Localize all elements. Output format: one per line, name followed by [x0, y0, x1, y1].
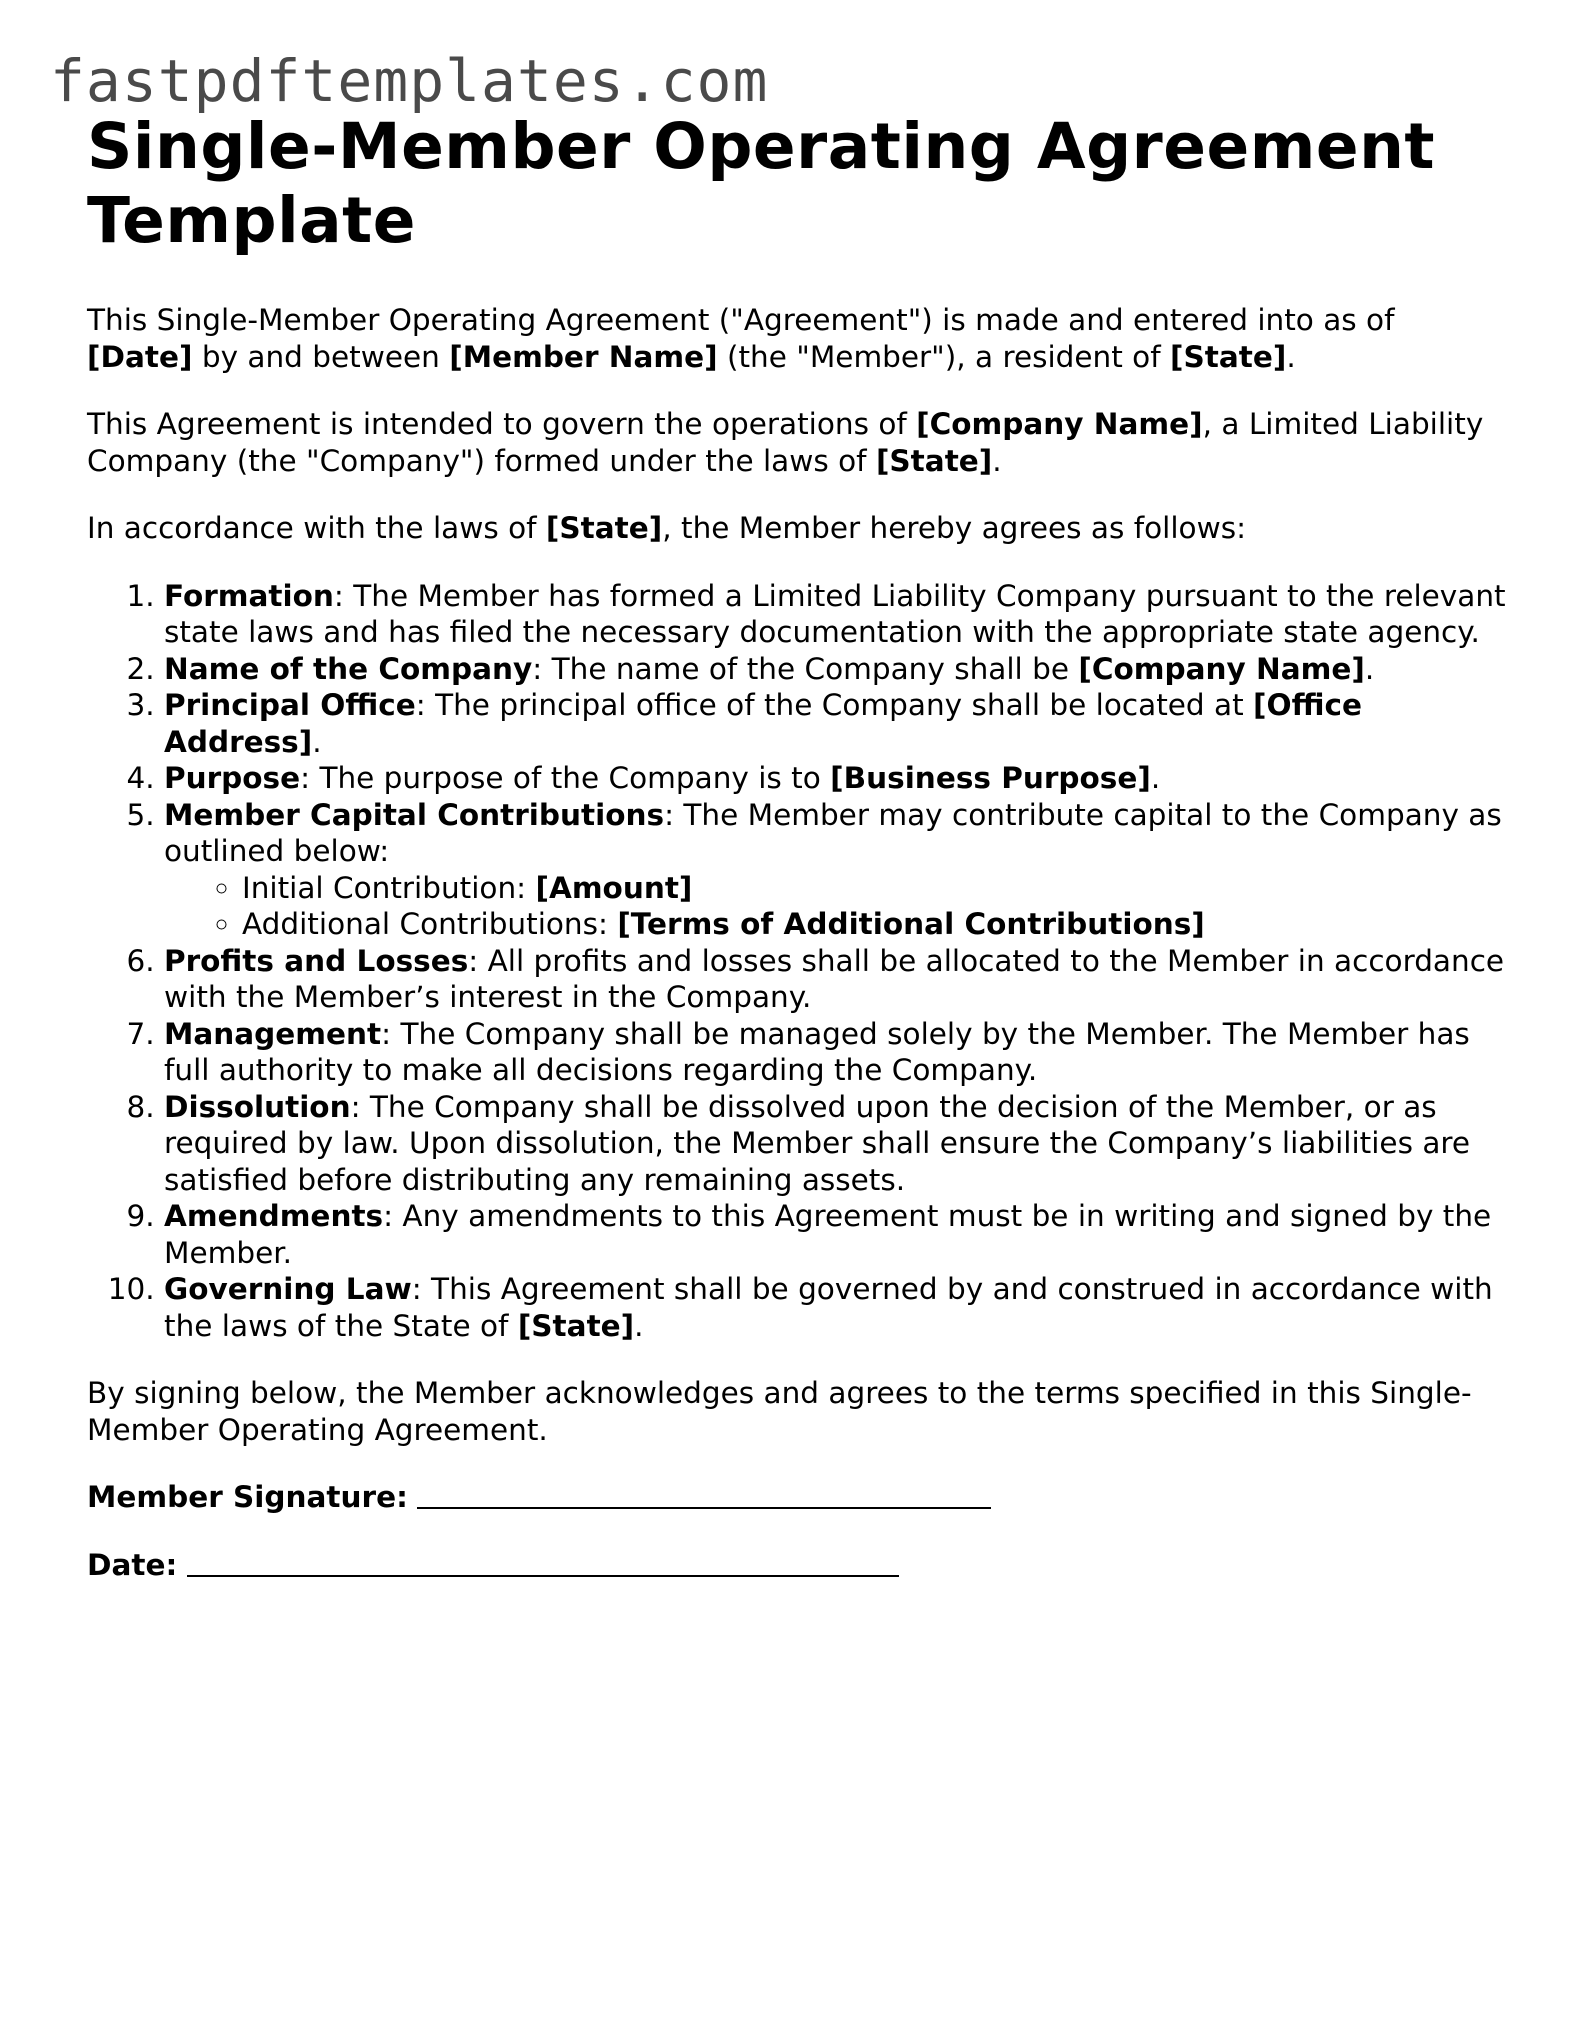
clause-dissolution [164, 1089, 1507, 1199]
clause-governing-law [164, 1271, 1507, 1344]
intro-paragraph-parties [87, 302, 1507, 375]
text: . [1286, 339, 1296, 374]
text: . [1150, 761, 1161, 795]
clause-title: Governing Law [164, 1272, 412, 1306]
intro-paragraph-company [87, 406, 1507, 479]
clause-title: Principal Office [164, 688, 416, 722]
clause-title: Purpose [164, 761, 301, 795]
member-signature-row [87, 1479, 1507, 1516]
list-item [242, 870, 1507, 907]
clause-amendments [164, 1198, 1507, 1271]
text: This Single-Member Operating Agreement ("Agreement") is made and entered into as of [87, 303, 1395, 337]
clause-text: : Any amendments to this Agreement must be in writing and signed by the Member. [164, 1199, 1492, 1270]
state-field: [State] [1170, 339, 1287, 374]
page-title [87, 110, 1507, 258]
clause-management [164, 1016, 1507, 1089]
state-field: [State] [517, 1308, 635, 1343]
clause-company-name [164, 651, 1507, 688]
text: , a Limited Liability Company (the "Company") formed under the laws of [87, 407, 1484, 478]
state-field: [State] [875, 443, 993, 478]
company-name-field: [Company Name] [916, 407, 1203, 441]
text: . [312, 724, 322, 759]
contribution-list [164, 870, 1507, 943]
clause-title: Member Capital Contributions [164, 797, 665, 832]
clause-title: Amendments [164, 1199, 384, 1233]
clause-text: : This Agreement shall be governed by and construed in accordance with the laws of the State of [164, 1272, 1493, 1343]
clause-text: : The principal office of the Company shall be located at [415, 688, 1254, 722]
watermark: fastpdftemplates.com [50, 47, 769, 115]
clause-capital-contributions [164, 797, 1507, 943]
text: . [634, 1308, 644, 1343]
text: (the "Member"), a resident of [717, 339, 1170, 374]
clause-text: : The purpose of the Company is to [300, 761, 831, 795]
clause-text: : The name of the Company shall be [532, 651, 1079, 686]
office-address-field: [Office Address] [164, 688, 1363, 759]
business-purpose-field: [Business Purpose] [830, 761, 1151, 795]
state-field: [State] [545, 511, 663, 545]
clause-text: : The Company shall be dissolved upon the decision of the Member, or as required by law. Upon dissolution, the Member shall ensure the Company’s liabilities are satisfied before distributing any remaining assets. [164, 1089, 1471, 1197]
member-name-field: [Member Name] [449, 339, 718, 374]
clause-list [87, 578, 1507, 1345]
clause-text: : The Company shall be managed solely by the Member. The Member has full authority to make all decisions regarding the Company. [164, 1016, 1470, 1087]
clause-formation [164, 578, 1507, 651]
clause-profits-losses [164, 943, 1507, 1016]
title-line-2: Template [87, 184, 417, 257]
text: In accordance with the laws of [87, 511, 546, 545]
clause-text: : The Member has formed a Limited Liability Company pursuant to the relevant state laws and has filed the necessary documentation with the appropriate state agency. [164, 578, 1506, 649]
intro-paragraph-agreement [87, 510, 1507, 547]
text: by and between [192, 339, 450, 374]
clause-text: : All profits and losses shall be allocated to the Member in accordance with the Member’s interest in the Company. [164, 943, 1505, 1014]
text: Additional Contributions: [242, 907, 618, 941]
terms-field: [Terms of Additional Contributions] [617, 907, 1205, 941]
text: , the Member hereby agrees as follows: [662, 511, 1247, 545]
clause-title: Name of the Company [164, 651, 533, 686]
date-field: [Date] [87, 339, 193, 374]
company-name-field: [Company Name] [1078, 651, 1365, 686]
title-line-1: Single-Member Operating Agreement [87, 110, 1436, 183]
clause-principal-office [164, 687, 1507, 760]
amount-field: [Amount] [535, 870, 693, 905]
text: This Agreement is intended to govern the operations of [87, 407, 917, 441]
list-item [242, 906, 1507, 943]
date-label: Date: [87, 1547, 178, 1582]
date-line[interactable] [187, 1575, 899, 1577]
text: Initial Contribution: [242, 870, 536, 905]
member-signature-label: Member Signature: [87, 1480, 408, 1514]
clause-title: Dissolution [164, 1089, 351, 1124]
closing-paragraph: By signing below, the Member acknowledges and agrees to the terms specified in this Single-Member Operating Agreement. [87, 1376, 1472, 1447]
clause-text: : The Member may contribute capital to the Company as outlined below: [164, 797, 1502, 868]
clause-title: Management [164, 1016, 382, 1051]
clause-purpose [164, 760, 1507, 797]
clause-title: Profits and Losses [164, 943, 469, 978]
clause-title: Formation [164, 578, 334, 613]
date-row [87, 1547, 1507, 1584]
member-signature-line[interactable] [417, 1507, 991, 1509]
text: . [992, 443, 1002, 478]
document-page [87, 110, 1507, 1583]
text: . [1364, 651, 1375, 686]
